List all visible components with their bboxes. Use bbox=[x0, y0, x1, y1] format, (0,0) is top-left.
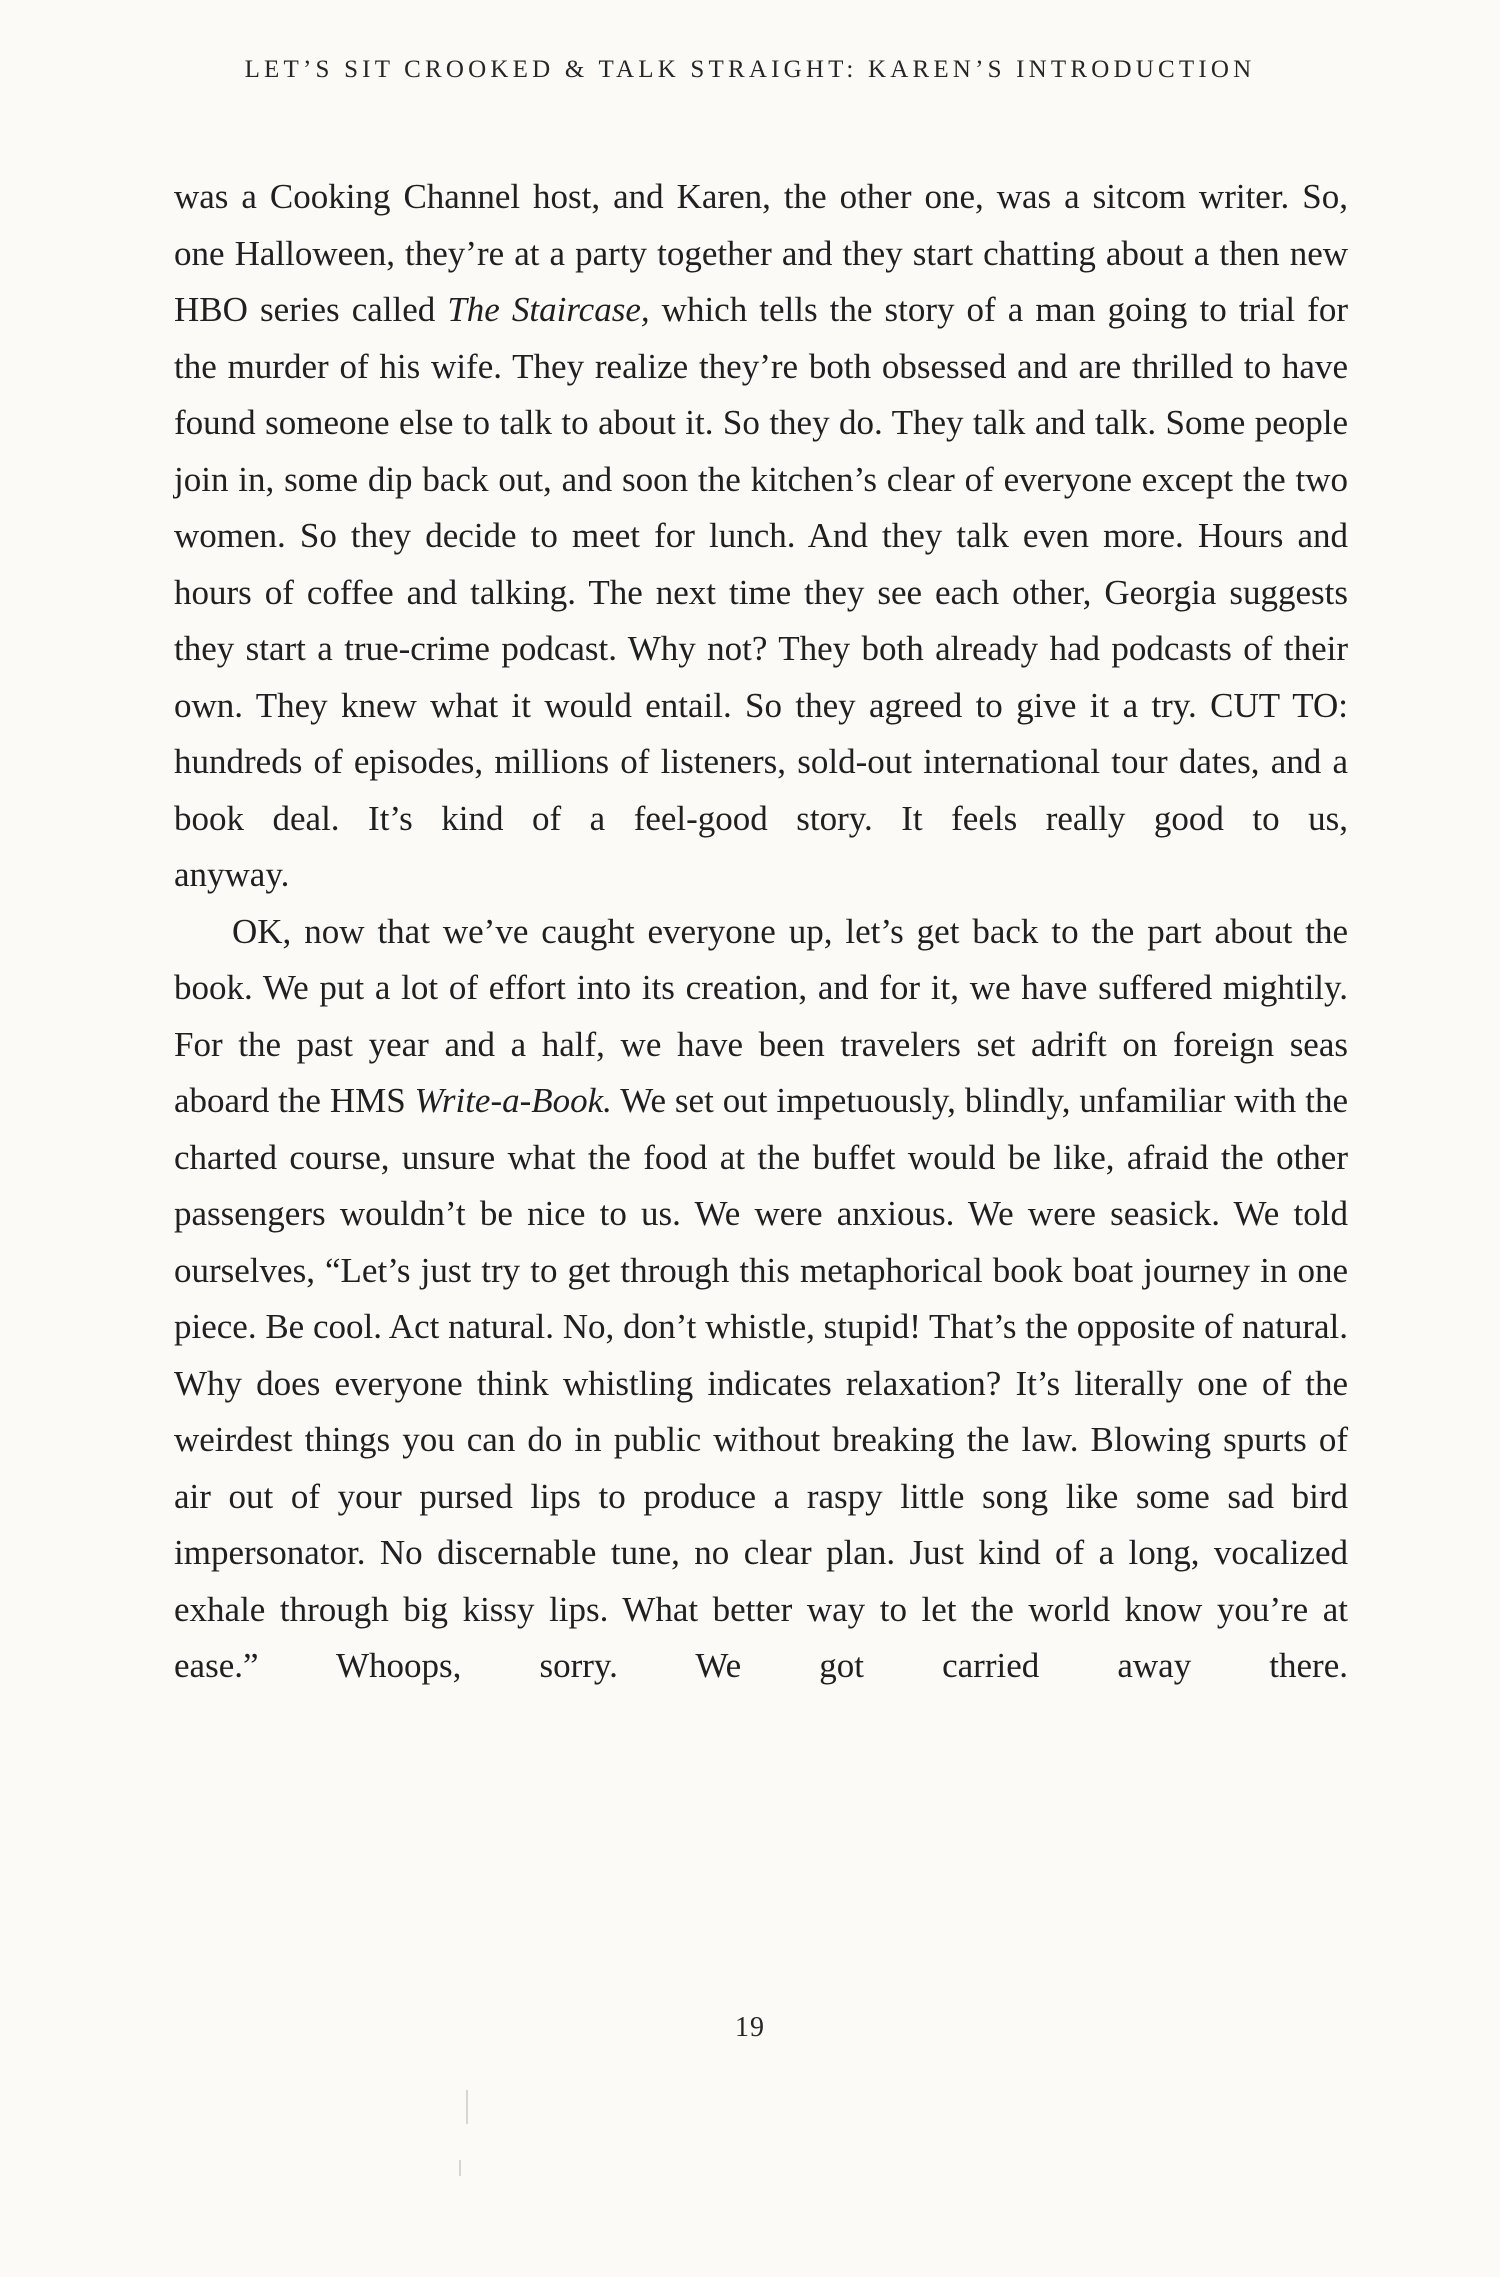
running-head: LET’S SIT CROOKED & TALK STRAIGHT: KAREN’S INTRODUCTION bbox=[244, 56, 1256, 83]
paragraph-2-text-b: We set out impetuously, blindly, unfamiliar with the charted course, unsure what the food at the buffet would be like, afraid the other passengers wouldn’t be nice to us. We were anxious. We were seasick. We told ourselves, “Let’s just try to get through this metaphorical book boat journey in one piece. Be cool. Act natural. No, don’t whistle, stupid! That’s the opposite of natural. Why does everyone think whistling indicates relaxation? It’s literally one of the weirdest things you can do in public without breaking the law. Blowing spurts of air out of your pursed lips to produce a raspy little song like some sad bird impersonator. No discernable tune, no clear plan. Just kind of a long, vocalized exhale through big kissy lips. What better way to let the world know you’re at ease.” Whoops, sorry. We got carried away there. bbox=[174, 1081, 1348, 1685]
page-number: 19 bbox=[735, 2012, 765, 2043]
scan-artifact-mark bbox=[459, 2160, 461, 2176]
paragraph-1-last-line: anyway. bbox=[174, 855, 290, 894]
paragraph-2-text-a: OK, now that we’ve caught everyone up, let’s get back to the part about the book. We put a lot of effort into its creation, and for it, we have suffered mightily. For the past year and a half, we have been travelers set adrift on foreign seas aboard the HMS bbox=[174, 911, 1348, 1120]
body-text bbox=[174, 169, 1348, 1695]
scan-artifact-mark bbox=[466, 2090, 468, 2124]
paragraph-2 bbox=[174, 904, 1348, 1695]
paragraph-1-text-b: which tells the story of a man going to trial for the murder of his wife. They realize they’re both obsessed and are thrilled to have found someone else to talk to about it. So they do. They talk and talk. Some people join in, some dip back out, and soon the kitchen’s clear of everyone except the two women. So they decide to meet for lunch. And they talk even more. Hours and hours of coffee and talking. The next time they see each other, Georgia suggests they start a true-crime podcast. Why not? They both already had podcasts of their own. They knew what it would entail. So they agreed to give it a try. CUT TO: hundreds of episodes, millions of listeners, sold-out international tour dates, and a book deal. It’s kind of a feel-good story. It feels really good to us, bbox=[174, 290, 1348, 838]
paragraph-1 bbox=[174, 169, 1348, 904]
paragraph-2-italic-title: Write-a-Book. bbox=[414, 1081, 612, 1120]
paragraph-1-text-a: was a Cooking Channel host, and Karen, the other one, was a sitcom writer. So, one Halloween, they’re at a party together and they start chatting about a then new HBO series called bbox=[174, 177, 1348, 329]
paragraph-1-italic-title: The Staircase, bbox=[447, 290, 650, 329]
